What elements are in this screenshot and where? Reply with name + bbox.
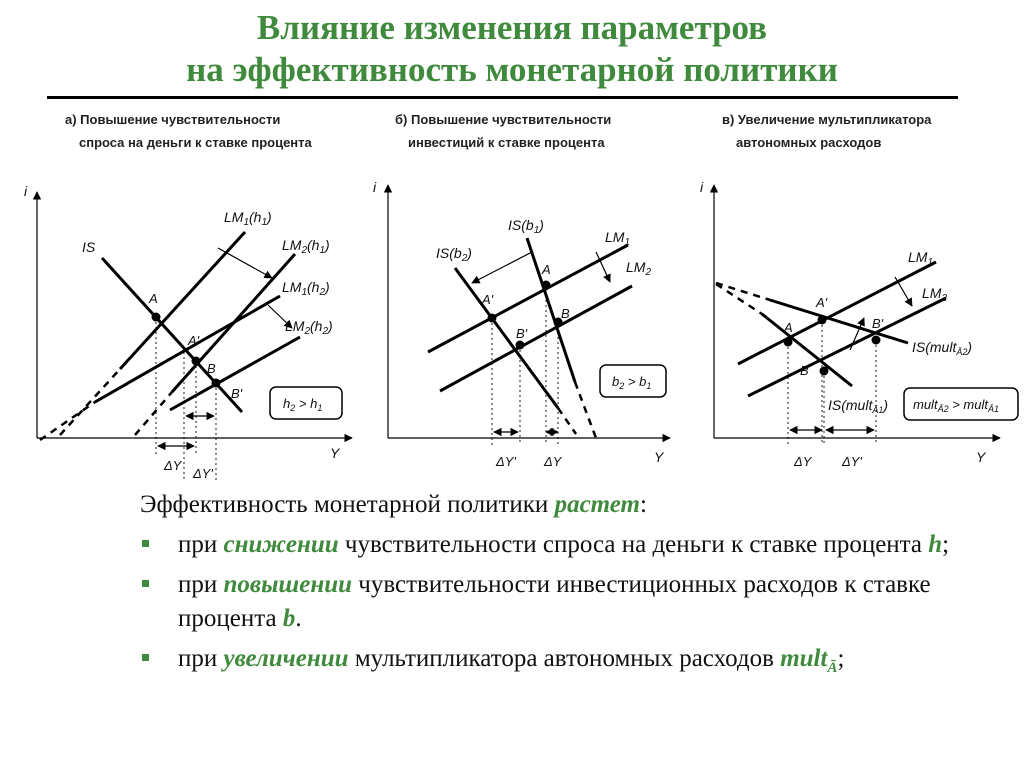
- panel-a-caption-2: спроса на деньги к ставке процента: [79, 135, 312, 150]
- panel-c-lm1-label: $LM_1$: [908, 249, 934, 268]
- conclusion: [140, 488, 1000, 691]
- panel-c-delta-y: ΔY: [794, 454, 812, 469]
- panel-c-label-a: A: [784, 320, 793, 335]
- panel-c-is1-dash: [716, 284, 762, 314]
- panel-a-delta-y: ΔY: [164, 458, 182, 473]
- bullet-icon: [142, 654, 149, 661]
- panel-a-lm1h2-line: [95, 296, 280, 402]
- panel-a-point-b: [212, 379, 221, 388]
- panel-a-condition: $h_2 > h_1$: [283, 396, 323, 413]
- panel-a-caption-1: а) Повышение чувствительности: [65, 112, 281, 127]
- panel-a-lm1h2-label: $LM_1(h_2)$: [282, 279, 330, 298]
- panel-c-caption-1: в) Увеличение мультипликатора: [722, 112, 932, 127]
- panel-b-axis-i: i: [373, 179, 377, 195]
- panel-c-condition: mult$_{Ā2}$ > mult$_{Ā1}$: [913, 397, 999, 414]
- list-item: при снижении чувствительности спроса на деньги к ставке процента h;: [140, 528, 1000, 562]
- panel-a: [24, 112, 352, 480]
- panel-c-is2-label: IS(mult$_{Ā2}$): [912, 339, 973, 357]
- panel-c-delta-y-prime: ΔY': [842, 454, 862, 469]
- panel-a-lm1h1-dash: [60, 369, 120, 435]
- bullet-icon: [142, 580, 149, 587]
- panel-b-lm1-line: [428, 245, 628, 352]
- panel-b-caption-2: инвестиций к ставке процента: [408, 135, 605, 150]
- panel-c-point-a-prime: [818, 316, 827, 325]
- panel-c-is-shift-arrow: [850, 318, 864, 350]
- panel-a-point-a-prime: [192, 357, 201, 366]
- panel-a-is-label: IS: [82, 239, 96, 255]
- panel-b-lm2-label: $LM_2$: [626, 259, 652, 278]
- panel-b-lm1-label: $LM_1$: [605, 229, 631, 248]
- panel-a-lm1h2-dash: [40, 402, 95, 440]
- panel-b-delta-y: ΔY: [544, 454, 562, 469]
- bullet-icon: [142, 540, 149, 547]
- panel-a-lm1h1-label: $LM_1(h_1)$: [224, 209, 272, 228]
- panel-a-axis-i: i: [24, 183, 28, 199]
- panel-b-axis-y: Y: [654, 449, 664, 465]
- panel-b-isb1-dash: [575, 382, 596, 438]
- panel-a-axis-y: Y: [330, 445, 340, 461]
- panel-b-label-b-prime: B': [516, 326, 528, 341]
- panel-a-label-b: B: [207, 361, 216, 376]
- panel-a-lm2h1-dash: [135, 392, 172, 435]
- list-item: при повышении чувствительности инвестиционных расходов к ставке процента b.: [140, 568, 1000, 636]
- panel-c-point-b-prime: [872, 336, 881, 345]
- panel-c-is2-dash: [716, 283, 770, 300]
- panel-b-label-b: B: [561, 306, 570, 321]
- panel-a-label-b-prime: B': [231, 386, 243, 401]
- panel-a-point-a: [152, 313, 161, 322]
- conclusion-lead: Эффективность монетарной политики растет:: [140, 491, 647, 518]
- panel-b-point-b-prime: [516, 341, 525, 350]
- panel-b-label-a-prime: A': [482, 292, 494, 307]
- panel-b-condition: $b_2 > b_1$: [612, 374, 652, 391]
- panel-b-delta-y-prime: ΔY': [496, 454, 516, 469]
- conclusion-list: [140, 528, 1000, 685]
- panel-c-caption-2: автономных расходов: [736, 135, 882, 150]
- panel-b-isb1-label: $IS(b_1)$: [508, 217, 544, 236]
- panel-c-label-b-prime: B': [872, 316, 884, 331]
- panel-c-lm-shift-arrow: [895, 277, 912, 306]
- panel-b-caption-1: б) Повышение чувствительности: [395, 112, 612, 127]
- panel-c-label-b: B: [800, 363, 809, 378]
- panel-c: [700, 112, 1018, 469]
- panel-a-delta-y-prime: ΔY': [193, 466, 213, 480]
- panel-b-point-a-prime: [488, 314, 497, 323]
- panel-a-label-a-prime: A': [188, 333, 200, 348]
- panel-b-isb2-label: $IS(b_2)$: [436, 245, 472, 264]
- list-item: при увеличении мультипликатора автономных расходов mult$_Ā$;: [140, 642, 1000, 685]
- panel-b-label-a: A: [542, 262, 551, 277]
- panel-b-point-a: [542, 281, 551, 290]
- panel-a-shift-arrow-1: [218, 248, 272, 278]
- panel-b-isb2-dash: [558, 408, 576, 434]
- panel-a-lm2h2-label: $LM_2(h_2)$: [285, 318, 333, 337]
- title-line-2: на эффективность монетарной политики: [186, 50, 838, 89]
- panel-c-lm2-label: $LM_2$: [922, 285, 948, 304]
- panel-c-point-a: [784, 338, 793, 347]
- panel-b-is-shift-arrow: [472, 252, 532, 283]
- panel-a-label-a: A: [149, 291, 158, 306]
- panel-c-axis-y: Y: [976, 449, 986, 465]
- panel-a-lm2h1-label: $LM_2(h_1)$: [282, 237, 330, 256]
- panel-c-lm1-line: [738, 262, 936, 364]
- panel-c-point-b: [820, 367, 829, 376]
- title-line-1: Влияние изменения параметров: [256, 8, 768, 47]
- panel-b: [373, 112, 670, 469]
- panel-c-label-a-prime: A': [816, 295, 828, 310]
- panel-c-axis-i: i: [700, 179, 704, 195]
- panel-c-is1-label: IS(mult$_{Ā1}$): [828, 397, 889, 415]
